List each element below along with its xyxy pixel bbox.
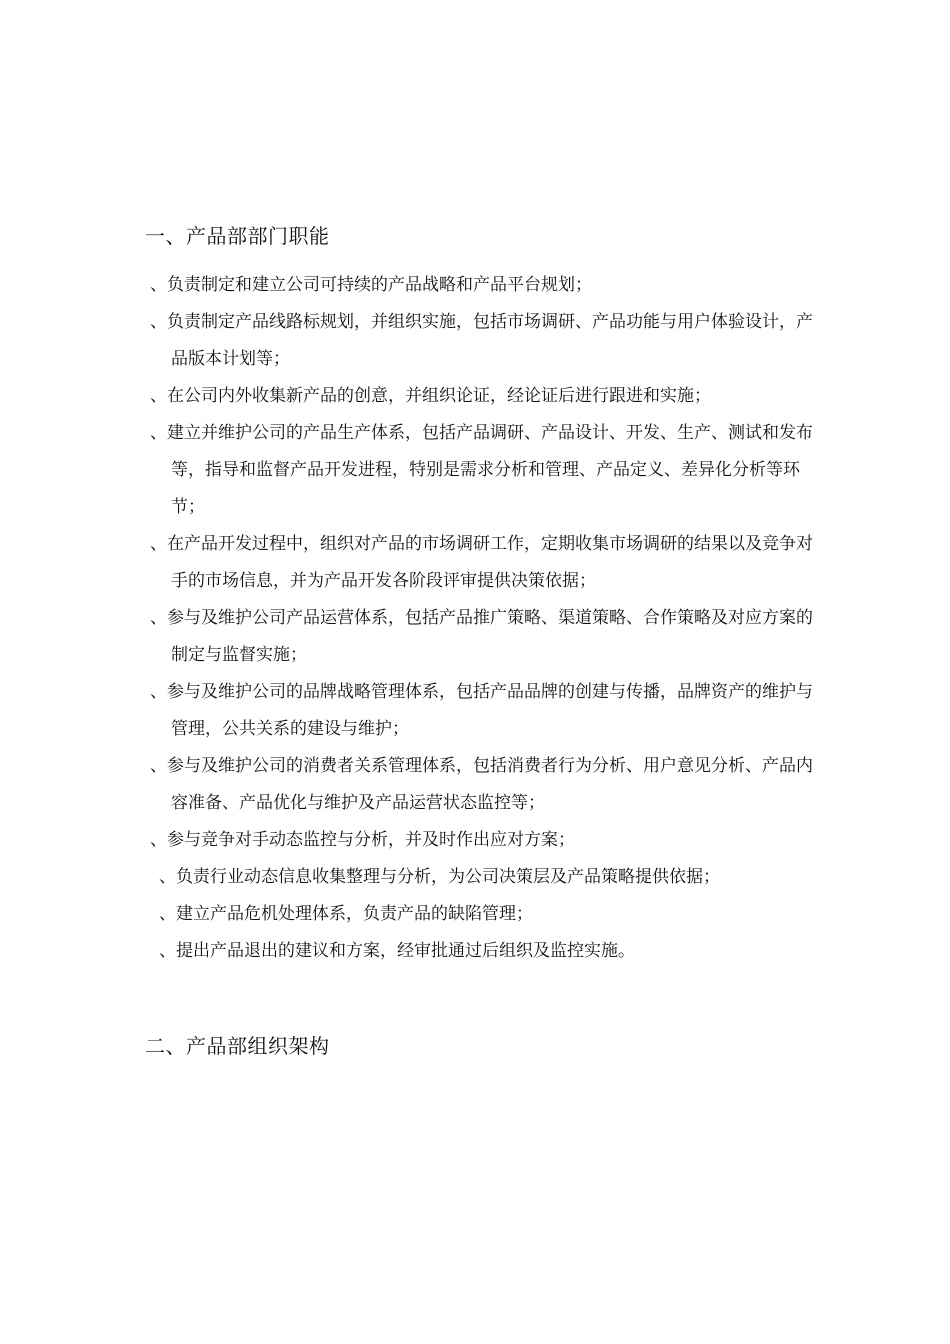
section-heading-organization: 二、产品部组织架构 [145, 1034, 330, 1058]
list-item: 、建立并维护公司的产品生产体系，包括产品调研、产品设计、开发、生产、测试和发布等，指导和监督产品开发进程，特别是需求分析和管理、产品定义、差异化分析等环节； [150, 423, 813, 517]
list-item: 、负责行业动态信息收集整理与分析，为公司决策层及产品策略提供依据； [159, 867, 720, 887]
list-item: 、提出产品退出的建议和方案，经审批通过后组织及监控实施。 [159, 941, 635, 961]
list-item: 、参与及维护公司的品牌战略管理体系，包括产品品牌的创建与传播，品牌资产的维护与管理，公共关系的建设与维护； [150, 682, 813, 739]
list-item: 、在产品开发过程中，组织对产品的市场调研工作，定期收集市场调研的结果以及竞争对手的市场信息，并为产品开发各阶段评审提供决策依据； [150, 534, 813, 591]
list-item: 、负责制定产品线路标规划，并组织实施，包括市场调研、产品功能与用户体验设计，产品版本计划等； [150, 312, 813, 369]
list-item: 、参与及维护公司产品运营体系，包括产品推广策略、渠道策略、合作策略及对应方案的制定与监督实施； [150, 608, 813, 665]
list-item: 、建立产品危机处理体系，负责产品的缺陷管理； [159, 904, 533, 924]
list-item: 、在公司内外收集新产品的创意，并组织论证，经论证后进行跟进和实施； [150, 386, 711, 406]
list-item: 、参与竞争对手动态监控与分析，并及时作出应对方案； [150, 830, 575, 850]
list-item: 、参与及维护公司的消费者关系管理体系，包括消费者行为分析、用户意见分析、产品内容准备、产品优化与维护及产品运营状态监控等； [150, 756, 813, 813]
list-item: 、负责制定和建立公司可持续的产品战略和产品平台规划； [150, 275, 592, 295]
section-heading-functions: 一、产品部部门职能 [145, 224, 330, 248]
function-list [150, 267, 820, 970]
